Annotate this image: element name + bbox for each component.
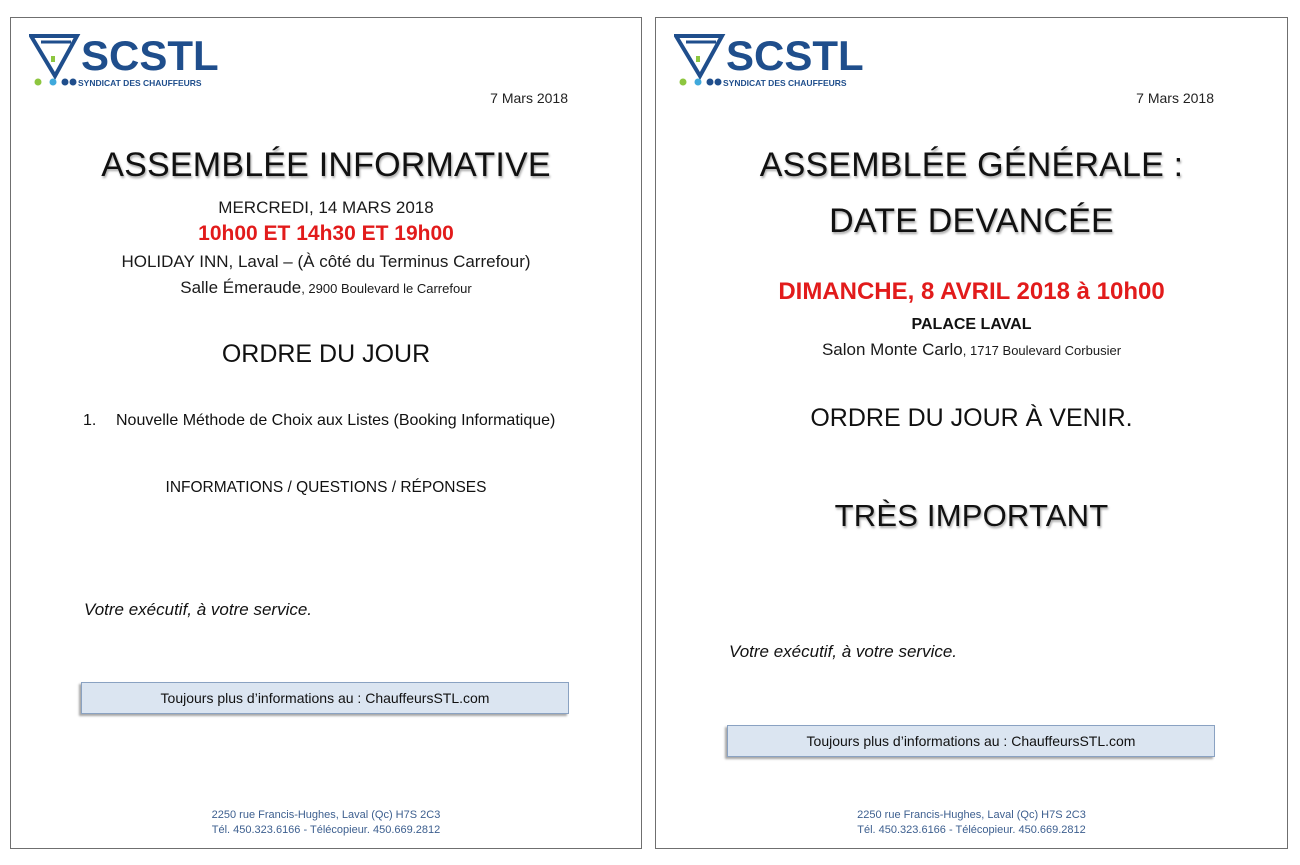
footer-address: 2250 rue Francis-Hughes, Laval (Qc) H7S 2C3 (857, 809, 1086, 821)
bus-triangle-icon (31, 36, 77, 76)
agenda-item-text: Nouvelle Méthode de Choix aux Listes (Booking Informatique) (116, 412, 556, 429)
document-page-assemblee-generale (655, 17, 1288, 849)
website-info-text: Toujours plus d’informations au : ChauffeursSTL.com (160, 690, 490, 706)
footer-contact (11, 808, 641, 838)
svg-text:SYNDICAT DES CHAUFFEURS: SYNDICAT DES CHAUFFEURS (723, 78, 847, 88)
footer-contact (656, 808, 1287, 838)
website-info-box (727, 725, 1215, 757)
event-day: MERCREDI, 14 MARS 2018 (218, 198, 434, 217)
scstl-logo (29, 32, 219, 90)
document-date: 7 Mars 2018 (490, 90, 568, 106)
signature: Votre exécutif, à votre service. (729, 642, 958, 661)
info-line: INFORMATIONS / QUESTIONS / RÉPONSES (165, 479, 487, 496)
document-date: 7 Mars 2018 (1136, 90, 1214, 106)
page-title-line-2: DATE DEVANCÉE (829, 202, 1114, 240)
svg-text:SYNDICAT DES CHAUFFEURS: SYNDICAT DES CHAUFFEURS (78, 78, 202, 88)
footer-phones: Tél. 450.323.6166 - Télécopieur. 450.669.2812 (857, 824, 1086, 836)
event-times: 10h00 ET 14h30 ET 19h00 (198, 222, 454, 245)
room-address: , 1717 Boulevard Corbusier (962, 343, 1122, 358)
agenda-item (83, 412, 555, 430)
room-address: , 2900 Boulevard le Carrefour (301, 281, 472, 296)
scstl-logo (674, 32, 864, 90)
website-info-text: Toujours plus d’informations au : ChauffeursSTL.com (806, 733, 1136, 749)
agenda-heading: ORDRE DU JOUR À VENIR. (810, 404, 1133, 432)
agenda-heading: ORDRE DU JOUR (221, 340, 431, 368)
event-venue: HOLIDAY INN, Laval – (À côté du Terminus Carrefour) (121, 252, 531, 271)
page-title-line-1: ASSEMBLÉE GÉNÉRALE : (759, 146, 1184, 184)
event-room (11, 278, 641, 298)
room-name: Salle Émeraude (180, 278, 302, 297)
website-info-box (81, 682, 569, 714)
room-name: Salon Monte Carlo (821, 340, 963, 359)
footer-address: 2250 rue Francis-Hughes, Laval (Qc) H7S 2C3 (211, 809, 441, 821)
event-datetime: DIMANCHE, 8 AVRIL 2018 à 10h00 (778, 278, 1165, 305)
svg-text:SCSTL: SCSTL (81, 32, 219, 79)
important-notice: TRÈS IMPORTANT (834, 498, 1109, 533)
event-room (656, 340, 1287, 360)
event-venue: PALACE LAVAL (911, 316, 1032, 333)
signature: Votre exécutif, à votre service. (84, 600, 313, 619)
footer-phones: Tél. 450.323.6166 - Télécopieur. 450.669.2812 (211, 824, 441, 836)
page-title: ASSEMBLÉE INFORMATIVE (101, 146, 551, 184)
bus-triangle-icon (676, 36, 722, 76)
document-page-assemblee-informative (10, 17, 642, 849)
agenda-item-number: 1. (83, 412, 97, 429)
svg-text:SCSTL: SCSTL (726, 32, 864, 79)
